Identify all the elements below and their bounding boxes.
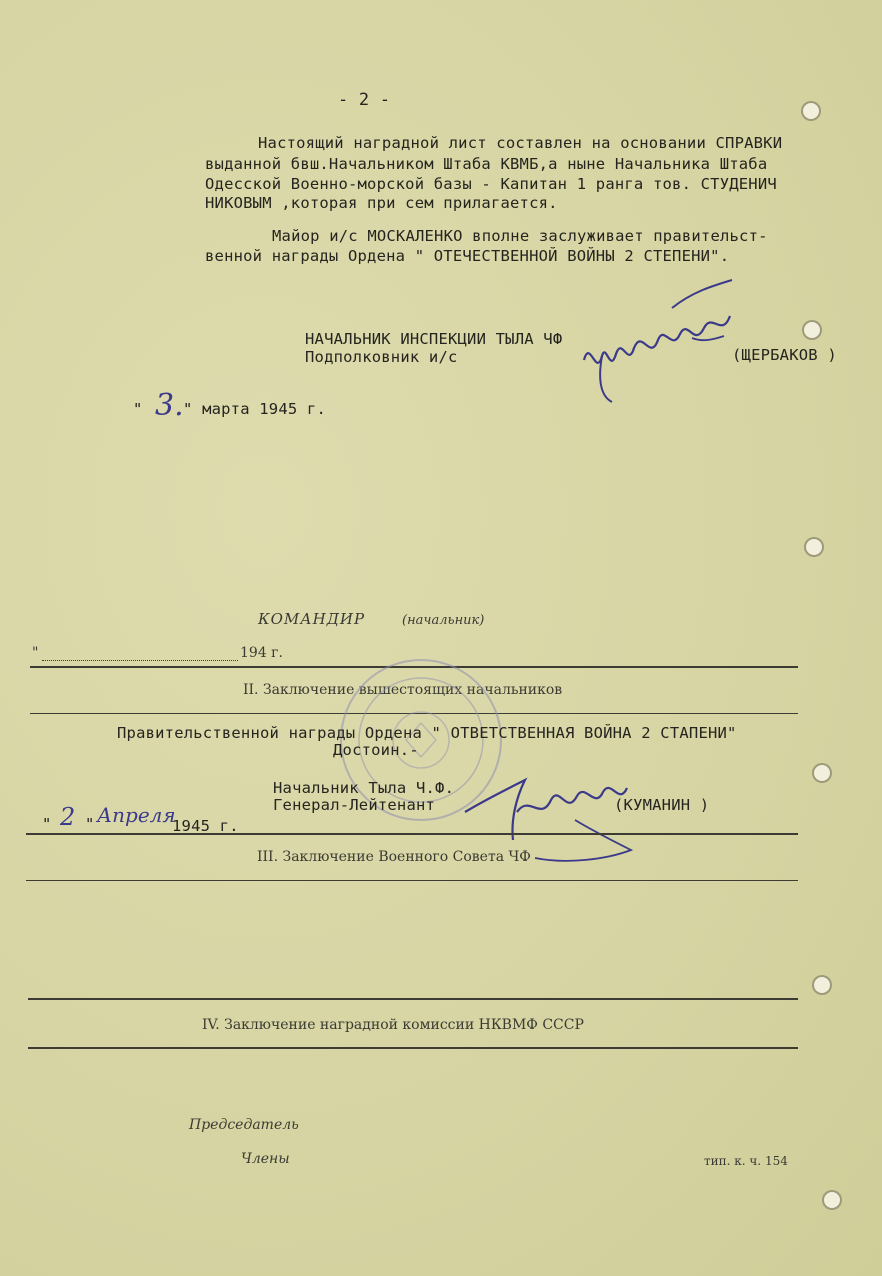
divider — [28, 998, 798, 1000]
section-2-line: Достоин.- — [333, 741, 419, 759]
commander-sub: (начальник) — [402, 613, 485, 628]
punch-hole — [814, 977, 830, 993]
body-line: Одесской Военно-морской базы - Капитан 1 ранга тов. СТУДЕНИЧ — [205, 175, 777, 193]
page-number: - 2 - — [338, 90, 391, 110]
section-2-signer-rank: Генерал-Лейтенант — [273, 796, 436, 814]
date-rest: " марта 1945 г. — [183, 400, 326, 418]
chairman-label: Председатель — [189, 1117, 299, 1133]
section-2-line: Правительственной награды Ордена " ОТВЕТСТВЕННАЯ ВОЙНА 2 СТАПЕНИ" — [117, 724, 737, 742]
punch-hole — [814, 765, 830, 781]
commander-date-quote: " — [32, 645, 39, 661]
print-code: тип. к. ч. 154 — [704, 1154, 788, 1168]
signer-name: (ЩЕРБАКОВ ) — [732, 346, 837, 364]
section-2-date-quote: " — [42, 815, 52, 833]
divider — [26, 880, 798, 881]
section-4-heading: IV. Заключение наградной комиссии НКВМФ СССР — [202, 1017, 584, 1033]
date-open-quote: " — [133, 400, 143, 418]
punch-hole — [804, 322, 820, 338]
commander-year: 194 г. — [240, 645, 283, 661]
body-line: выданной бвш.Начальником Штаба КВМБ,а ныне Начальника Штаба — [205, 155, 768, 173]
punch-hole — [803, 103, 819, 119]
section-2-date-quote: " — [85, 815, 95, 833]
signer-title: НАЧАЛЬНИК ИНСПЕКЦИИ ТЫЛА ЧФ — [305, 330, 563, 348]
body-line: Настоящий наградной лист составлен на основании СПРАВКИ — [258, 134, 783, 152]
section-2-signer-title: Начальник Тыла Ч.Ф. — [273, 779, 455, 797]
commander-label: КОМАНДИР — [258, 610, 366, 628]
section-2-signer-name: (КУМАНИН ) — [614, 796, 710, 814]
section-2-date-month: Апреля — [97, 803, 176, 827]
signer-rank: Подполковник и/с — [305, 348, 458, 366]
members-label: Члены — [241, 1151, 290, 1167]
date-day-handwritten: 3. — [155, 388, 184, 423]
body-line: НИКОВЫМ ,которая при сем прилагается. — [205, 194, 558, 212]
section-2-date-year: 1945 г. — [172, 817, 239, 835]
section-2-heading: II. Заключение вышестоящих начальников — [243, 682, 563, 698]
section-2-date-day: 2 — [60, 803, 76, 831]
section-3-heading: III. Заключение Военного Совета ЧФ — [257, 849, 531, 865]
body-line: Майор и/с МОСКАЛЕНКО вполне заслуживает правительст- — [272, 227, 768, 245]
divider — [28, 1047, 798, 1049]
punch-hole — [824, 1192, 840, 1208]
commander-date-line — [42, 660, 238, 661]
body-line: венной награды Ордена " ОТЕЧЕСТВЕННОЙ ВОЙНЫ 2 СТЕПЕНИ". — [205, 247, 730, 265]
signature-scherbakov — [572, 278, 742, 408]
divider — [26, 833, 798, 835]
punch-hole — [806, 539, 822, 555]
